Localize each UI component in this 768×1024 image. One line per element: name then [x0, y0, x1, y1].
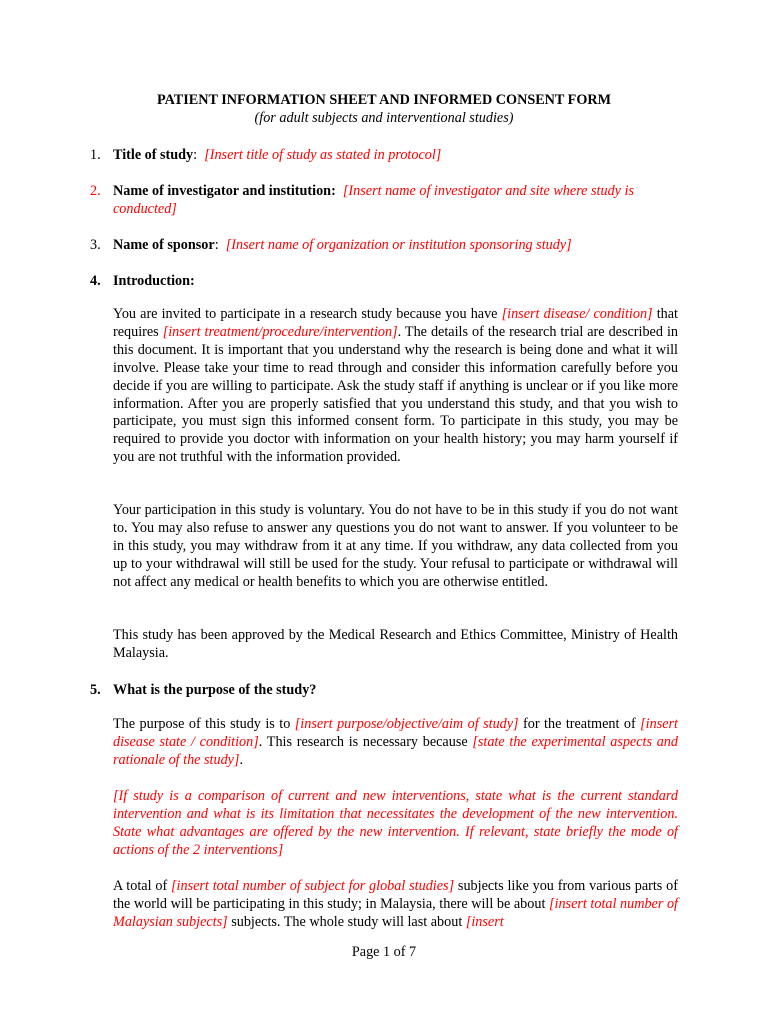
page-number: Page 1 of 7 — [351, 944, 417, 960]
text: subjects like you from various parts of the world will be participating in this study; in Malaysia, there will be about — [113, 878, 678, 912]
intro-paragraph-1 — [113, 306, 678, 467]
text: A total of — [113, 878, 172, 894]
item-separator: : — [193, 147, 198, 163]
placeholder-text: [insert total number of subject for global studies] — [171, 878, 455, 894]
text: . The details of the research trial are described in this document. It is important that you understand why the research is being done and what it will involve. Please take your time to read through and consider this information carefully before you decide if you are willing to participate. Ask the study staff if anything is unclear or if you like more information. After you are properly satisfied that you understand this study, and that you wish to participate, you must sign this informed consent form. To participate in this study, you may be required to provide you doctor with information on your health history; you may harm yourself if you are not truthful with the information provided. — [113, 323, 678, 466]
text: subjects. The whole study will last about — [227, 913, 466, 930]
placeholder-text: [insert — [465, 913, 504, 930]
item-separator: : — [214, 237, 219, 253]
text: The purpose of this study is to — [113, 716, 295, 732]
intro-paragraph-3: This study has been approved by the Medical Research and Ethics Committee, Ministry of Health Malaysia. — [113, 627, 678, 661]
item-placeholder: [Insert name of investigator and site where study is conducted] — [113, 183, 634, 217]
text: . This research is necessary because — [258, 733, 473, 750]
document-subtitle: (for adult subjects and interventional studies) — [254, 110, 514, 126]
document-title: PATIENT INFORMATION SHEET AND INFORMED CONSENT FORM — [156, 92, 612, 108]
item-introduction — [90, 272, 678, 290]
placeholder-text: [insert purpose/objective/aim of study] — [294, 716, 519, 732]
section-heading: Introduction: — [113, 273, 195, 289]
item-number: 3. — [90, 237, 101, 253]
placeholder-text: [insert total number of Malaysian subjects] — [113, 895, 678, 930]
placeholder-text: [insert disease/ condition] — [501, 306, 653, 322]
item-title-of-study — [90, 146, 678, 164]
purpose-paragraph-1 — [113, 716, 678, 770]
text: for the treatment of — [518, 716, 641, 732]
item-label: Title of study — [113, 147, 194, 163]
placeholder-text: [state the experimental aspects and rationale of the study] — [113, 733, 678, 768]
item-number: 4. — [90, 273, 101, 289]
section-heading: What is the purpose of the study? — [113, 682, 317, 698]
placeholder-text: [insert treatment/procedure/intervention] — [162, 323, 398, 340]
item-investigator — [90, 182, 678, 218]
text: that requires — [113, 306, 678, 340]
intro-paragraph-2: Your participation in this study is voluntary. You do not have to be in this study if you do not want to. You may also refuse to answer any questions you do not want to answer. If you volunteer to be in this study, you may withdraw from it at any time. If you withdraw, any data collected from you up to your withdrawal will still be used for the study. Your refusal to participate or withdrawal will not affect any medical or health benefits to which you are otherwise entitled. — [113, 502, 678, 590]
purpose-paragraph-2: [If study is a comparison of current and new interventions, state what is the current standard intervention and what is its limitation that necessitates the development of the new intervention. State what advantages are offered by the new intervention. If relevant, state briefly the mode of actions of the 2 interventions] — [113, 788, 678, 858]
item-number: 2. — [90, 183, 101, 199]
item-number: 5. — [90, 682, 101, 698]
placeholder-text: [insert disease state / condition] — [113, 716, 678, 750]
purpose-paragraph-3 — [113, 878, 678, 932]
item-sponsor — [90, 236, 678, 254]
item-number: 1. — [90, 147, 101, 163]
item-purpose — [90, 681, 678, 699]
item-placeholder: [Insert name of organization or institution sponsoring study] — [225, 237, 572, 253]
item-placeholder: [Insert title of study as stated in protocol] — [204, 147, 442, 163]
item-label: Name of investigator and institution: — [113, 183, 336, 199]
item-label: Name of sponsor — [113, 237, 215, 253]
text: You are invited to participate in a research study because you have — [113, 306, 502, 322]
text: . — [239, 751, 244, 768]
